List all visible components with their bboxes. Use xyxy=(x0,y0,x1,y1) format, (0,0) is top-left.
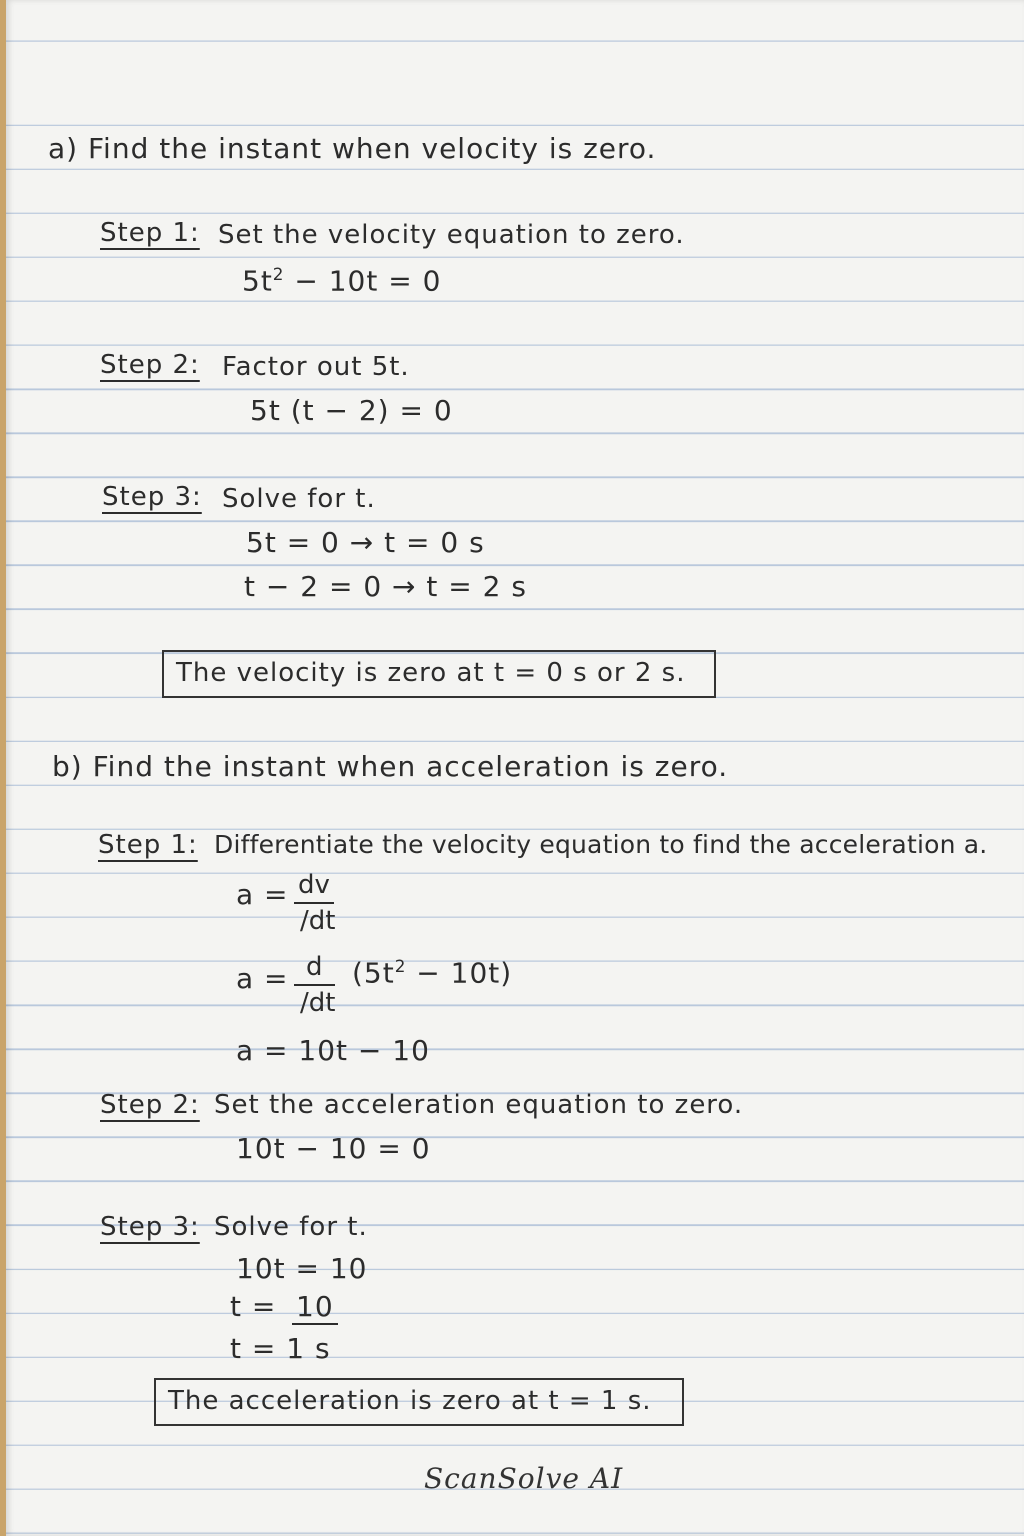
part-b-step1-eq2-lhs: a = xyxy=(236,962,289,995)
part-b-step1-eq1-numerator: dv xyxy=(294,870,334,904)
part-b-answer: The acceleration is zero at t = 1 s. xyxy=(168,1386,652,1416)
part-b-step1-eq2-rhs: $(5t^2 - 10t)$ xyxy=(352,956,513,990)
part-b-step3-label: Step 3: xyxy=(100,1212,200,1242)
part-a-step3-text: Solve for t. xyxy=(222,484,376,514)
part-a-answer-box xyxy=(162,650,716,698)
part-a-step3-label: Step 3: xyxy=(102,482,202,512)
part-b-step1-eq1-lhs: a = xyxy=(236,878,289,911)
footer-watermark: ScanSolve AI xyxy=(424,1462,624,1495)
part-b-step2-equation: 10t − 10 = 0 xyxy=(236,1132,431,1165)
part-b-step1-eq1-denominator: /dt xyxy=(300,906,336,936)
part-b-step3-text: Solve for t. xyxy=(214,1212,368,1242)
part-a-step2-text: Factor out 5t. xyxy=(222,352,410,382)
part-b-heading: b) Find the instant when acceleration is zero. xyxy=(52,750,729,783)
part-b-step3-eq3: t = 1 s xyxy=(230,1332,331,1365)
part-b-answer-box xyxy=(154,1378,684,1426)
part-a-heading: a) Find the instant when velocity is zero. xyxy=(48,132,657,165)
part-a-step1-label: Step 1: xyxy=(100,218,200,248)
part-b-step1-eq2-numerator: d xyxy=(294,952,335,986)
part-a-answer: The velocity is zero at t = 0 s or 2 s. xyxy=(176,658,686,688)
part-b-step1-text: Differentiate the velocity equation to find the acceleration a. xyxy=(214,830,988,859)
part-a-step1-text: Set the velocity equation to zero. xyxy=(218,220,685,250)
part-a-step2-equation: 5t (t − 2) = 0 xyxy=(250,394,453,427)
part-b-step1-label: Step 1: xyxy=(98,830,198,860)
part-b-step3-eq1: 10t = 10 xyxy=(236,1252,368,1285)
part-b-step3-eq2-numerator: 10 xyxy=(292,1290,338,1325)
part-a-step3-equation-1: 5t = 0 → t = 0 s xyxy=(246,526,485,559)
part-b-step1-eq2-denominator: /dt xyxy=(300,988,336,1018)
part-b-step3-eq2-lhs: t = xyxy=(230,1290,277,1323)
part-a-step1-equation: $5t^2 - 10t = 0$ xyxy=(242,264,442,298)
part-b-step1-eq3: a = 10t − 10 xyxy=(236,1034,430,1067)
part-a-step3-equation-2: t − 2 = 0 → t = 2 s xyxy=(244,570,527,603)
notebook-page xyxy=(6,0,1024,1536)
part-b-step2-text: Set the acceleration equation to zero. xyxy=(214,1090,744,1120)
part-a-step2-label: Step 2: xyxy=(100,350,200,380)
part-b-step2-label: Step 2: xyxy=(100,1090,200,1120)
